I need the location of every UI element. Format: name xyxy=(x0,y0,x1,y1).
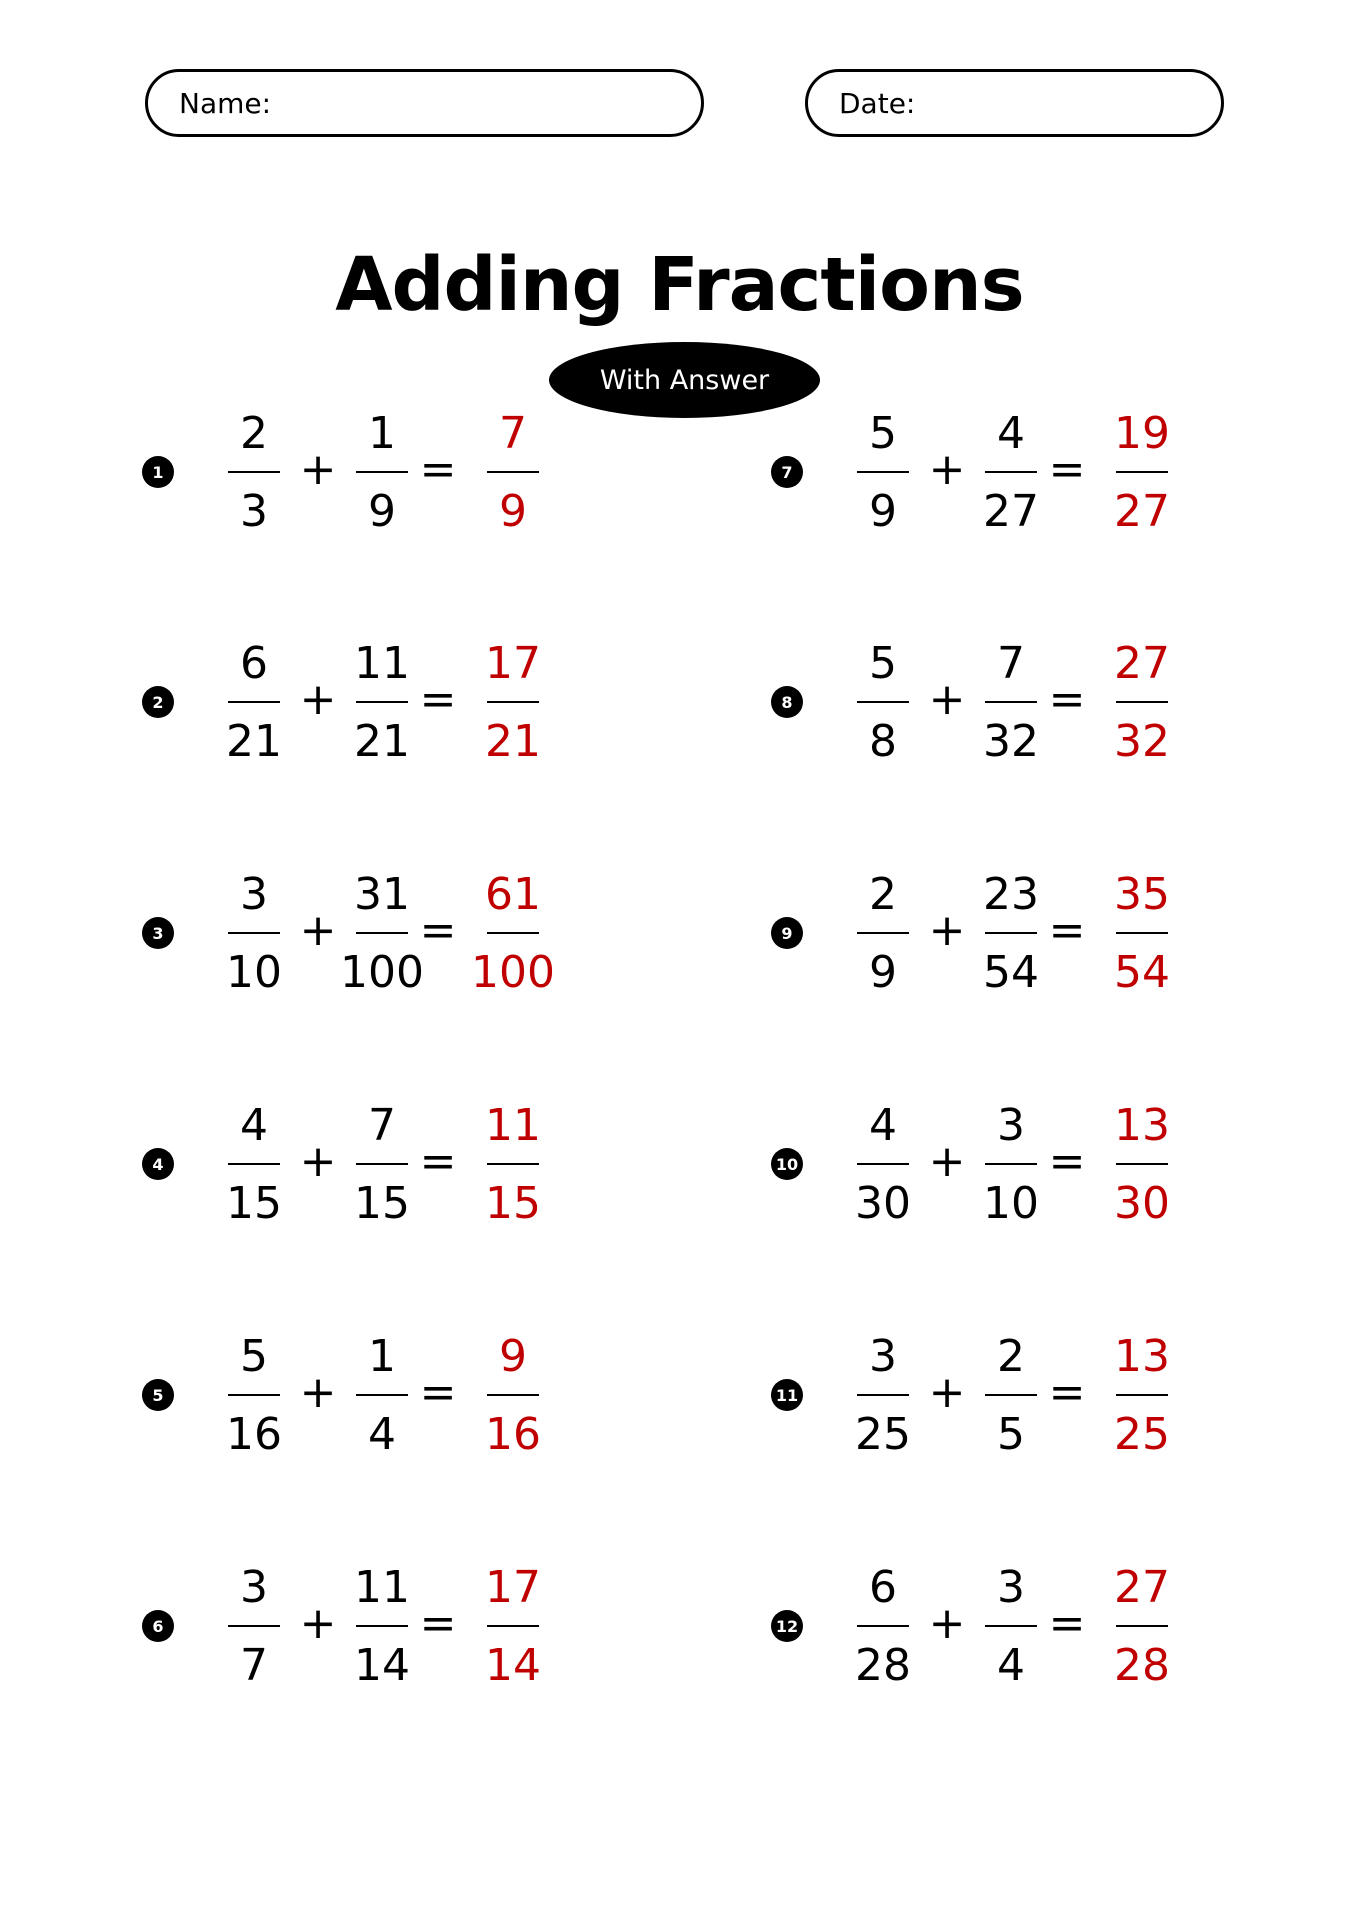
problem-6 xyxy=(142,1554,662,1694)
first-fraction xyxy=(214,400,294,540)
equals-sign: = xyxy=(1048,674,1086,725)
problem-10 xyxy=(771,1092,1291,1232)
problem-12 xyxy=(771,1554,1291,1694)
equals-sign: = xyxy=(419,1367,457,1418)
answer-fraction-numerator: 17 xyxy=(485,1562,541,1613)
answer-fraction-denominator: 30 xyxy=(1114,1178,1170,1229)
second-fraction xyxy=(342,1323,422,1463)
equals-sign: = xyxy=(419,905,457,956)
problem-number-badge: 1 xyxy=(142,456,174,488)
answer-fraction-numerator: 13 xyxy=(1114,1100,1170,1151)
answer-fraction-numerator: 27 xyxy=(1114,1562,1170,1613)
first-fraction-numerator: 2 xyxy=(869,869,897,920)
problem-2 xyxy=(142,630,662,770)
answer-fraction-denominator: 28 xyxy=(1114,1640,1170,1691)
second-fraction-denominator: 32 xyxy=(983,716,1039,767)
plus-sign: + xyxy=(299,674,337,725)
equals-sign: = xyxy=(1048,1367,1086,1418)
answer-fraction-denominator: 21 xyxy=(485,716,541,767)
second-fraction-numerator: 7 xyxy=(997,638,1025,689)
fraction-bar xyxy=(1116,701,1168,703)
fraction-bar xyxy=(228,1163,280,1165)
equals-sign: = xyxy=(419,674,457,725)
answer-fraction xyxy=(473,861,553,1001)
first-fraction-numerator: 3 xyxy=(240,1562,268,1613)
fraction-bar xyxy=(857,1163,909,1165)
problem-9 xyxy=(771,861,1291,1001)
problem-3 xyxy=(142,861,662,1001)
problem-number-badge: 10 xyxy=(771,1148,803,1180)
second-fraction-numerator: 7 xyxy=(368,1100,396,1151)
fraction-bar xyxy=(487,1163,539,1165)
second-fraction-numerator: 11 xyxy=(354,638,410,689)
answer-fraction-denominator: 100 xyxy=(471,947,555,998)
second-fraction xyxy=(342,1554,422,1694)
plus-sign: + xyxy=(299,1367,337,1418)
first-fraction xyxy=(843,400,923,540)
first-fraction-denominator: 21 xyxy=(226,716,282,767)
second-fraction-denominator: 100 xyxy=(340,947,424,998)
second-fraction-numerator: 3 xyxy=(997,1100,1025,1151)
answer-fraction xyxy=(1102,400,1182,540)
fraction-bar xyxy=(487,1394,539,1396)
plus-sign: + xyxy=(928,1136,966,1187)
answer-fraction-numerator: 13 xyxy=(1114,1331,1170,1382)
first-fraction-numerator: 3 xyxy=(240,869,268,920)
problem-number-badge: 6 xyxy=(142,1610,174,1642)
fraction-bar xyxy=(985,932,1037,934)
equals-sign: = xyxy=(1048,905,1086,956)
answer-fraction xyxy=(473,1092,553,1232)
first-fraction-numerator: 3 xyxy=(869,1331,897,1382)
problem-4 xyxy=(142,1092,662,1232)
first-fraction-numerator: 5 xyxy=(869,408,897,459)
problem-number-badge: 12 xyxy=(771,1610,803,1642)
problem-8 xyxy=(771,630,1291,770)
first-fraction xyxy=(843,1092,923,1232)
fraction-bar xyxy=(857,471,909,473)
problem-number-badge: 4 xyxy=(142,1148,174,1180)
first-fraction xyxy=(214,861,294,1001)
first-fraction-denominator: 7 xyxy=(240,1640,268,1691)
first-fraction-denominator: 16 xyxy=(226,1409,282,1460)
answer-fraction xyxy=(473,1323,553,1463)
equals-sign: = xyxy=(419,1598,457,1649)
first-fraction-denominator: 9 xyxy=(869,486,897,537)
plus-sign: + xyxy=(928,1367,966,1418)
problem-number-badge: 2 xyxy=(142,686,174,718)
first-fraction xyxy=(214,1323,294,1463)
fraction-bar xyxy=(857,1625,909,1627)
fraction-bar xyxy=(356,932,408,934)
second-fraction-denominator: 5 xyxy=(997,1409,1025,1460)
subtitle-text: With Answer xyxy=(599,364,770,396)
fraction-bar xyxy=(985,701,1037,703)
fraction-bar xyxy=(985,471,1037,473)
fraction-bar xyxy=(487,471,539,473)
name-field[interactable] xyxy=(145,69,704,137)
problem-1 xyxy=(142,400,662,540)
plus-sign: + xyxy=(299,1136,337,1187)
fraction-bar xyxy=(1116,1625,1168,1627)
second-fraction-numerator: 4 xyxy=(997,408,1025,459)
answer-fraction-numerator: 11 xyxy=(485,1100,541,1151)
plus-sign: + xyxy=(299,905,337,956)
problem-11 xyxy=(771,1323,1291,1463)
equals-sign: = xyxy=(1048,444,1086,495)
answer-fraction-denominator: 14 xyxy=(485,1640,541,1691)
first-fraction-numerator: 6 xyxy=(240,638,268,689)
answer-fraction-denominator: 32 xyxy=(1114,716,1170,767)
problem-number-badge: 11 xyxy=(771,1379,803,1411)
plus-sign: + xyxy=(299,444,337,495)
first-fraction xyxy=(214,630,294,770)
fraction-bar xyxy=(1116,1163,1168,1165)
second-fraction-denominator: 54 xyxy=(983,947,1039,998)
second-fraction xyxy=(342,861,422,1001)
fraction-bar xyxy=(985,1625,1037,1627)
second-fraction xyxy=(342,400,422,540)
second-fraction-denominator: 14 xyxy=(354,1640,410,1691)
fraction-bar xyxy=(228,932,280,934)
first-fraction-denominator: 3 xyxy=(240,486,268,537)
answer-fraction xyxy=(1102,1323,1182,1463)
fraction-bar xyxy=(356,701,408,703)
first-fraction-denominator: 28 xyxy=(855,1640,911,1691)
first-fraction-numerator: 4 xyxy=(869,1100,897,1151)
fraction-bar xyxy=(487,1625,539,1627)
first-fraction-numerator: 4 xyxy=(240,1100,268,1151)
fraction-bar xyxy=(356,1394,408,1396)
first-fraction-denominator: 30 xyxy=(855,1178,911,1229)
first-fraction-denominator: 15 xyxy=(226,1178,282,1229)
equals-sign: = xyxy=(419,444,457,495)
second-fraction xyxy=(971,630,1051,770)
page-title: Adding Fractions xyxy=(335,242,1024,328)
fraction-bar xyxy=(857,1394,909,1396)
problem-number-badge: 5 xyxy=(142,1379,174,1411)
first-fraction-denominator: 25 xyxy=(855,1409,911,1460)
plus-sign: + xyxy=(928,905,966,956)
fraction-bar xyxy=(356,471,408,473)
first-fraction-denominator: 10 xyxy=(226,947,282,998)
second-fraction-numerator: 2 xyxy=(997,1331,1025,1382)
fraction-bar xyxy=(1116,471,1168,473)
answer-fraction xyxy=(473,1554,553,1694)
fraction-bar xyxy=(857,932,909,934)
first-fraction-numerator: 5 xyxy=(240,1331,268,1382)
first-fraction xyxy=(843,1323,923,1463)
first-fraction-denominator: 9 xyxy=(869,947,897,998)
problem-7 xyxy=(771,400,1291,540)
second-fraction xyxy=(971,1554,1051,1694)
answer-fraction-numerator: 19 xyxy=(1114,408,1170,459)
first-fraction-denominator: 8 xyxy=(869,716,897,767)
fraction-bar xyxy=(985,1394,1037,1396)
fraction-bar xyxy=(228,1394,280,1396)
second-fraction-denominator: 21 xyxy=(354,716,410,767)
equals-sign: = xyxy=(1048,1136,1086,1187)
answer-fraction xyxy=(473,400,553,540)
fraction-bar xyxy=(487,701,539,703)
second-fraction-numerator: 31 xyxy=(354,869,410,920)
second-fraction xyxy=(971,400,1051,540)
name-label: Name: xyxy=(179,86,272,120)
second-fraction-numerator: 11 xyxy=(354,1562,410,1613)
answer-fraction-numerator: 7 xyxy=(499,408,527,459)
first-fraction xyxy=(214,1554,294,1694)
answer-fraction-numerator: 9 xyxy=(499,1331,527,1382)
problem-5 xyxy=(142,1323,662,1463)
answer-fraction xyxy=(473,630,553,770)
answer-fraction-denominator: 16 xyxy=(485,1409,541,1460)
equals-sign: = xyxy=(419,1136,457,1187)
second-fraction xyxy=(342,630,422,770)
problem-number-badge: 7 xyxy=(771,456,803,488)
fraction-bar xyxy=(228,701,280,703)
second-fraction-denominator: 4 xyxy=(997,1640,1025,1691)
first-fraction xyxy=(843,861,923,1001)
second-fraction-numerator: 23 xyxy=(983,869,1039,920)
fraction-bar xyxy=(985,1163,1037,1165)
problem-number-badge: 8 xyxy=(771,686,803,718)
date-field[interactable] xyxy=(805,69,1224,137)
first-fraction-numerator: 2 xyxy=(240,408,268,459)
second-fraction xyxy=(342,1092,422,1232)
fraction-bar xyxy=(228,1625,280,1627)
answer-fraction-numerator: 35 xyxy=(1114,869,1170,920)
fraction-bar xyxy=(1116,1394,1168,1396)
plus-sign: + xyxy=(299,1598,337,1649)
answer-fraction xyxy=(1102,1092,1182,1232)
first-fraction xyxy=(214,1092,294,1232)
problem-number-badge: 9 xyxy=(771,917,803,949)
answer-fraction-denominator: 15 xyxy=(485,1178,541,1229)
answer-fraction-numerator: 61 xyxy=(485,869,541,920)
date-label: Date: xyxy=(839,86,916,120)
second-fraction-numerator: 3 xyxy=(997,1562,1025,1613)
answer-fraction xyxy=(1102,630,1182,770)
second-fraction-denominator: 10 xyxy=(983,1178,1039,1229)
answer-fraction-numerator: 17 xyxy=(485,638,541,689)
fraction-bar xyxy=(487,932,539,934)
first-fraction-numerator: 5 xyxy=(869,638,897,689)
answer-fraction-numerator: 27 xyxy=(1114,638,1170,689)
equals-sign: = xyxy=(1048,1598,1086,1649)
second-fraction xyxy=(971,1323,1051,1463)
answer-fraction xyxy=(1102,861,1182,1001)
second-fraction xyxy=(971,1092,1051,1232)
first-fraction xyxy=(843,630,923,770)
fraction-bar xyxy=(857,701,909,703)
second-fraction-denominator: 9 xyxy=(368,486,396,537)
second-fraction-denominator: 4 xyxy=(368,1409,396,1460)
plus-sign: + xyxy=(928,674,966,725)
second-fraction-denominator: 27 xyxy=(983,486,1039,537)
answer-fraction xyxy=(1102,1554,1182,1694)
answer-fraction-denominator: 25 xyxy=(1114,1409,1170,1460)
fraction-bar xyxy=(228,471,280,473)
second-fraction-numerator: 1 xyxy=(368,408,396,459)
fraction-bar xyxy=(356,1163,408,1165)
second-fraction-numerator: 1 xyxy=(368,1331,396,1382)
answer-fraction-denominator: 27 xyxy=(1114,486,1170,537)
second-fraction xyxy=(971,861,1051,1001)
answer-fraction-denominator: 9 xyxy=(499,486,527,537)
first-fraction xyxy=(843,1554,923,1694)
fraction-bar xyxy=(356,1625,408,1627)
problem-number-badge: 3 xyxy=(142,917,174,949)
plus-sign: + xyxy=(928,1598,966,1649)
second-fraction-denominator: 15 xyxy=(354,1178,410,1229)
fraction-bar xyxy=(1116,932,1168,934)
answer-fraction-denominator: 54 xyxy=(1114,947,1170,998)
plus-sign: + xyxy=(928,444,966,495)
first-fraction-numerator: 6 xyxy=(869,1562,897,1613)
